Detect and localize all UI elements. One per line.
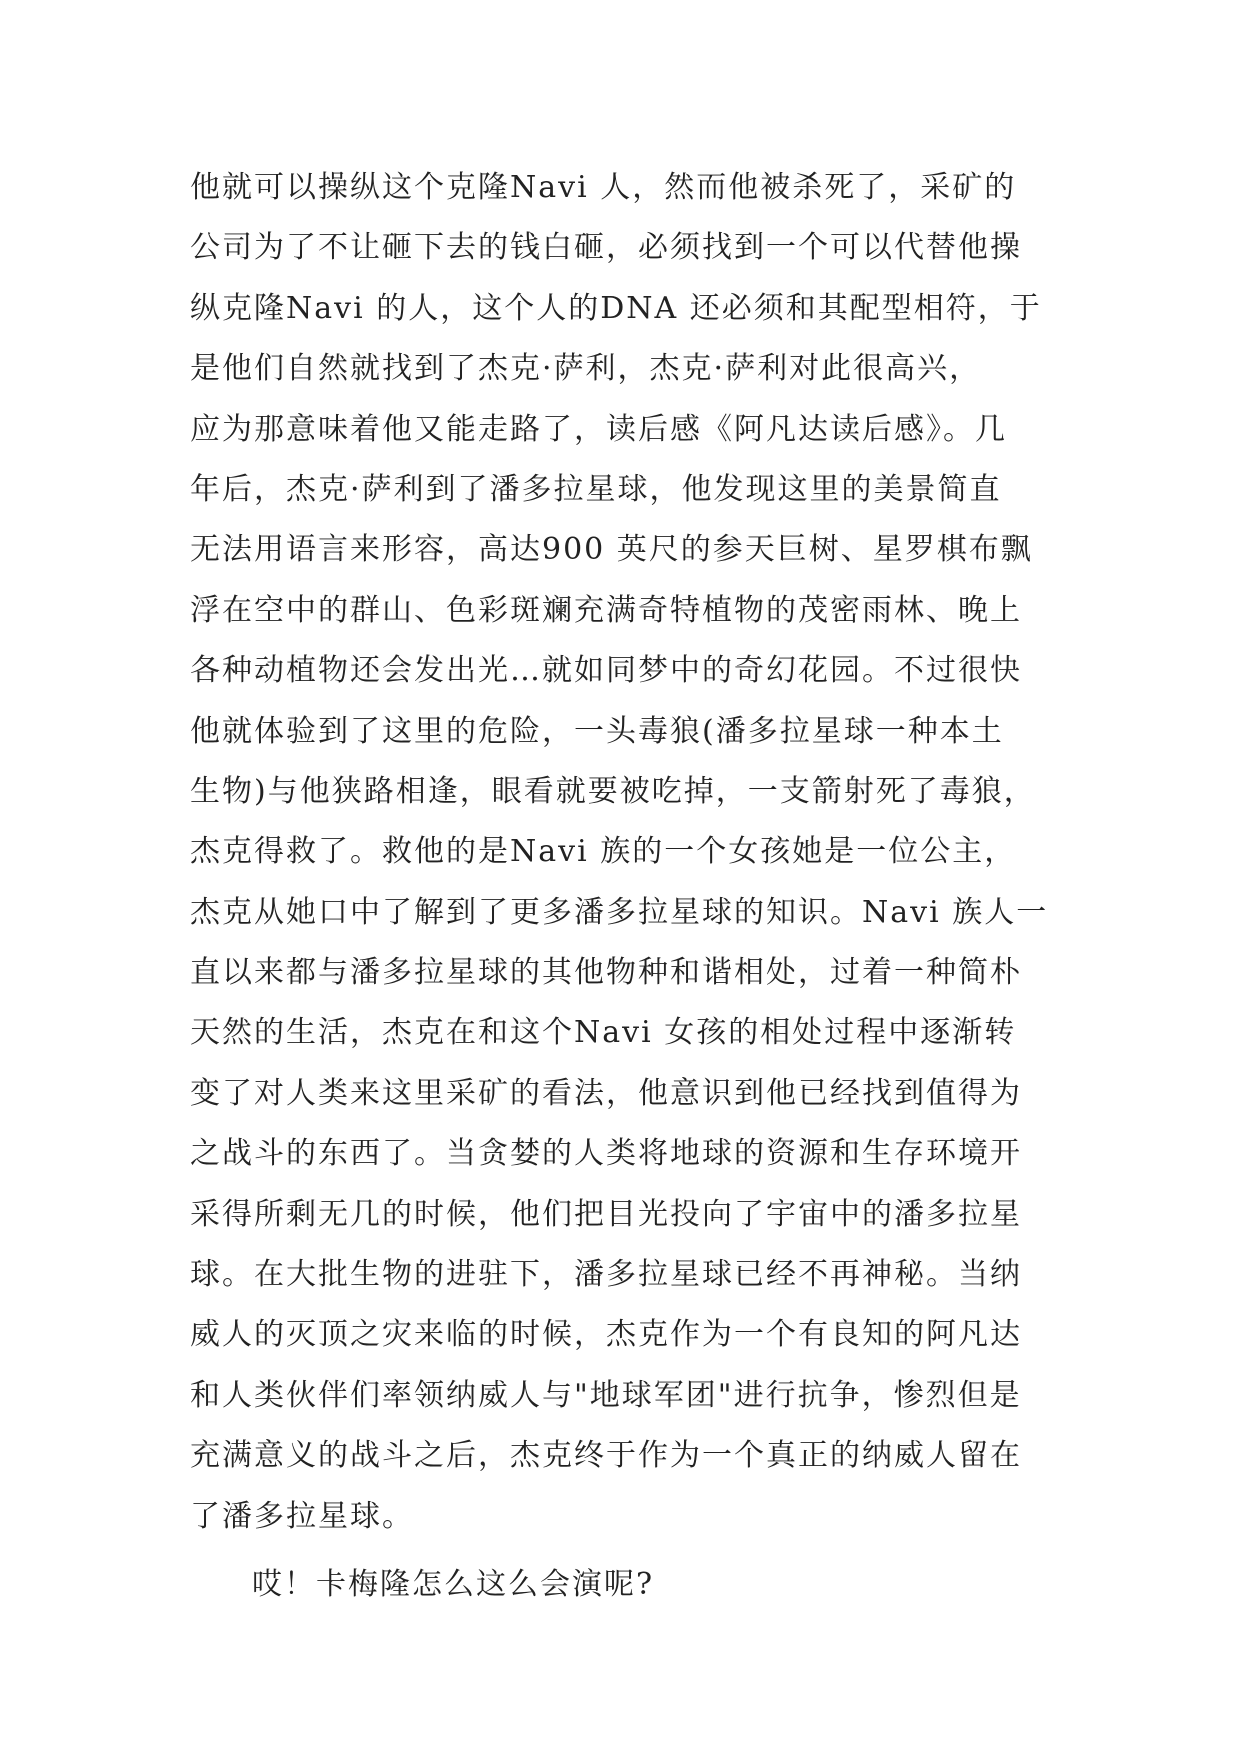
text-line: 他就可以操纵这个克隆Navi 人，然而他被杀死了，采矿的 bbox=[190, 170, 1017, 205]
paragraph-spacing bbox=[190, 1547, 1060, 1555]
text-line: 变了对人类来这里采矿的看法，他意识到他已经找到值得为 bbox=[190, 1075, 1022, 1111]
text-line: 是他们自然就找到了杰克·萨利，杰克·萨利对此很高兴， bbox=[190, 351, 982, 387]
text-line: 年后，杰克·萨利到了潘多拉星球，他发现这里的美景简直 bbox=[190, 471, 1002, 507]
text-line: 他就体验到了这里的危险，一头毒狼(潘多拉星球一种本土 bbox=[190, 713, 1004, 749]
document-body bbox=[190, 158, 1060, 1615]
text-line: 公司为了不让砸下去的钱白砸，必须找到一个可以代替他操 bbox=[190, 230, 1022, 266]
text-line: 充满意义的战斗之后，杰克终于作为一个真正的纳威人留在 bbox=[190, 1438, 1022, 1474]
text-line: 浮在空中的群山、色彩斑斓充满奇特植物的茂密雨林、晚上 bbox=[190, 592, 1022, 628]
text-line: 生物)与他狭路相逢，眼看就要被吃掉，一支箭射死了毒狼， bbox=[190, 773, 1036, 809]
text-line: 应为那意味着他又能走路了，读后感《阿凡达读后感》。几 bbox=[190, 411, 1007, 447]
text-line: 杰克从她口中了解到了更多潘多拉星球的知识。Navi 族人一 bbox=[190, 894, 1049, 930]
text-line: 纵克隆Navi 的人，这个人的DNA 还必须和其配型相符，于 bbox=[190, 290, 1042, 326]
text-line: 采得所剩无几的时候，他们把目光投向了宇宙中的潘多拉星 bbox=[190, 1196, 1022, 1232]
text-line: 了潘多拉星球。 bbox=[190, 1498, 414, 1534]
text-line: 球。在大批生物的进驻下，潘多拉星球已经不再神秘。当纳 bbox=[190, 1257, 1022, 1293]
text-line: 天然的生活，杰克在和这个Navi 女孩的相处过程中逐渐转 bbox=[190, 1015, 1017, 1051]
paragraph-2 bbox=[190, 1555, 1060, 1615]
text-line: 直以来都与潘多拉星球的其他物种和谐相处，过着一种简朴 bbox=[190, 955, 1022, 991]
paragraph-1 bbox=[190, 158, 1060, 1547]
text-line: 各种动植物还会发出光…就如同梦中的奇幻花园。不过很快 bbox=[190, 653, 1022, 689]
text-line: 之战斗的东西了。当贪婪的人类将地球的资源和生存环境开 bbox=[190, 1136, 1022, 1172]
text-line: 哎！卡梅隆怎么这么会演呢? bbox=[252, 1566, 655, 1602]
text-line: 无法用语言来形容，高达900 英尺的参天巨树、星罗棋布飘 bbox=[190, 532, 1033, 568]
text-line: 杰克得救了。救他的是Navi 族的一个女孩她是一位公主， bbox=[190, 834, 1017, 870]
text-line: 和人类伙伴们率领纳威人与"地球军团"进行抗争，惨烈但是 bbox=[190, 1377, 1022, 1413]
text-line: 威人的灭顶之灾来临的时候，杰克作为一个有良知的阿凡达 bbox=[190, 1317, 1022, 1353]
